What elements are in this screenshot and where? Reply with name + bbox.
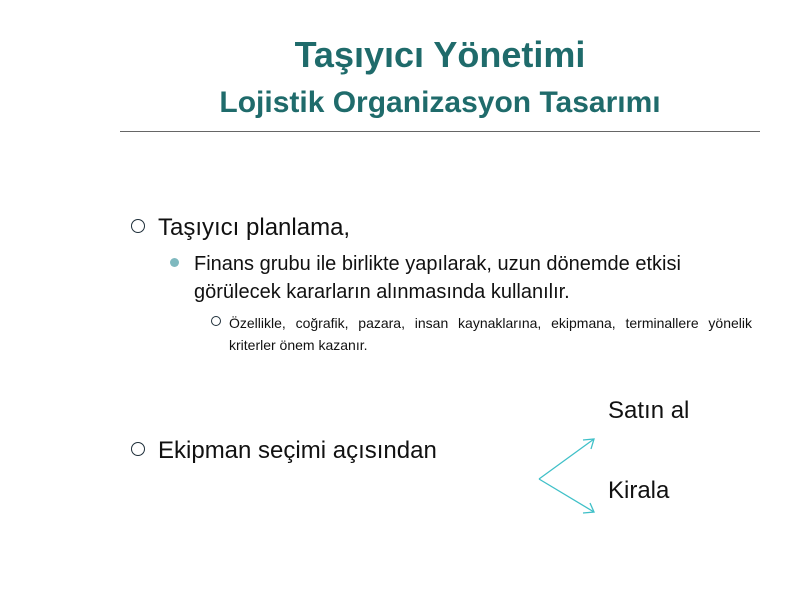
arrow-down-line: [539, 479, 594, 512]
slide-subtitle: Lojistik Organizasyon Tasarımı: [219, 86, 661, 119]
dot-bullet-icon: [170, 258, 179, 267]
option-rent: Kirala: [608, 477, 670, 504]
ring-bullet-icon: [131, 442, 145, 456]
bullet-criteria: Özellikle, coğrafik, pazara, insan kaynaklarına, ekipmana, terminallere yönelik kriterler önem kazanır.: [229, 315, 752, 353]
bullet-planning-detail: Finans grubu ile birlikte yapılarak, uzun dönemde etkisi görülecek kararların alınmasında kullanılır.: [194, 253, 681, 303]
bullet-planning: Taşıyıcı planlama,: [158, 214, 351, 241]
slide-title: Taşıyıcı Yönetimi: [294, 34, 586, 75]
arrow-up-line: [539, 439, 594, 479]
option-buy: Satın al: [608, 397, 690, 424]
title-divider: [120, 131, 760, 132]
ring-bullet-icon: [131, 219, 145, 233]
bullet-equipment: Ekipman seçimi açısından: [158, 437, 437, 464]
branch-arrows-icon: [530, 430, 610, 520]
ring-bullet-icon: [211, 316, 221, 326]
